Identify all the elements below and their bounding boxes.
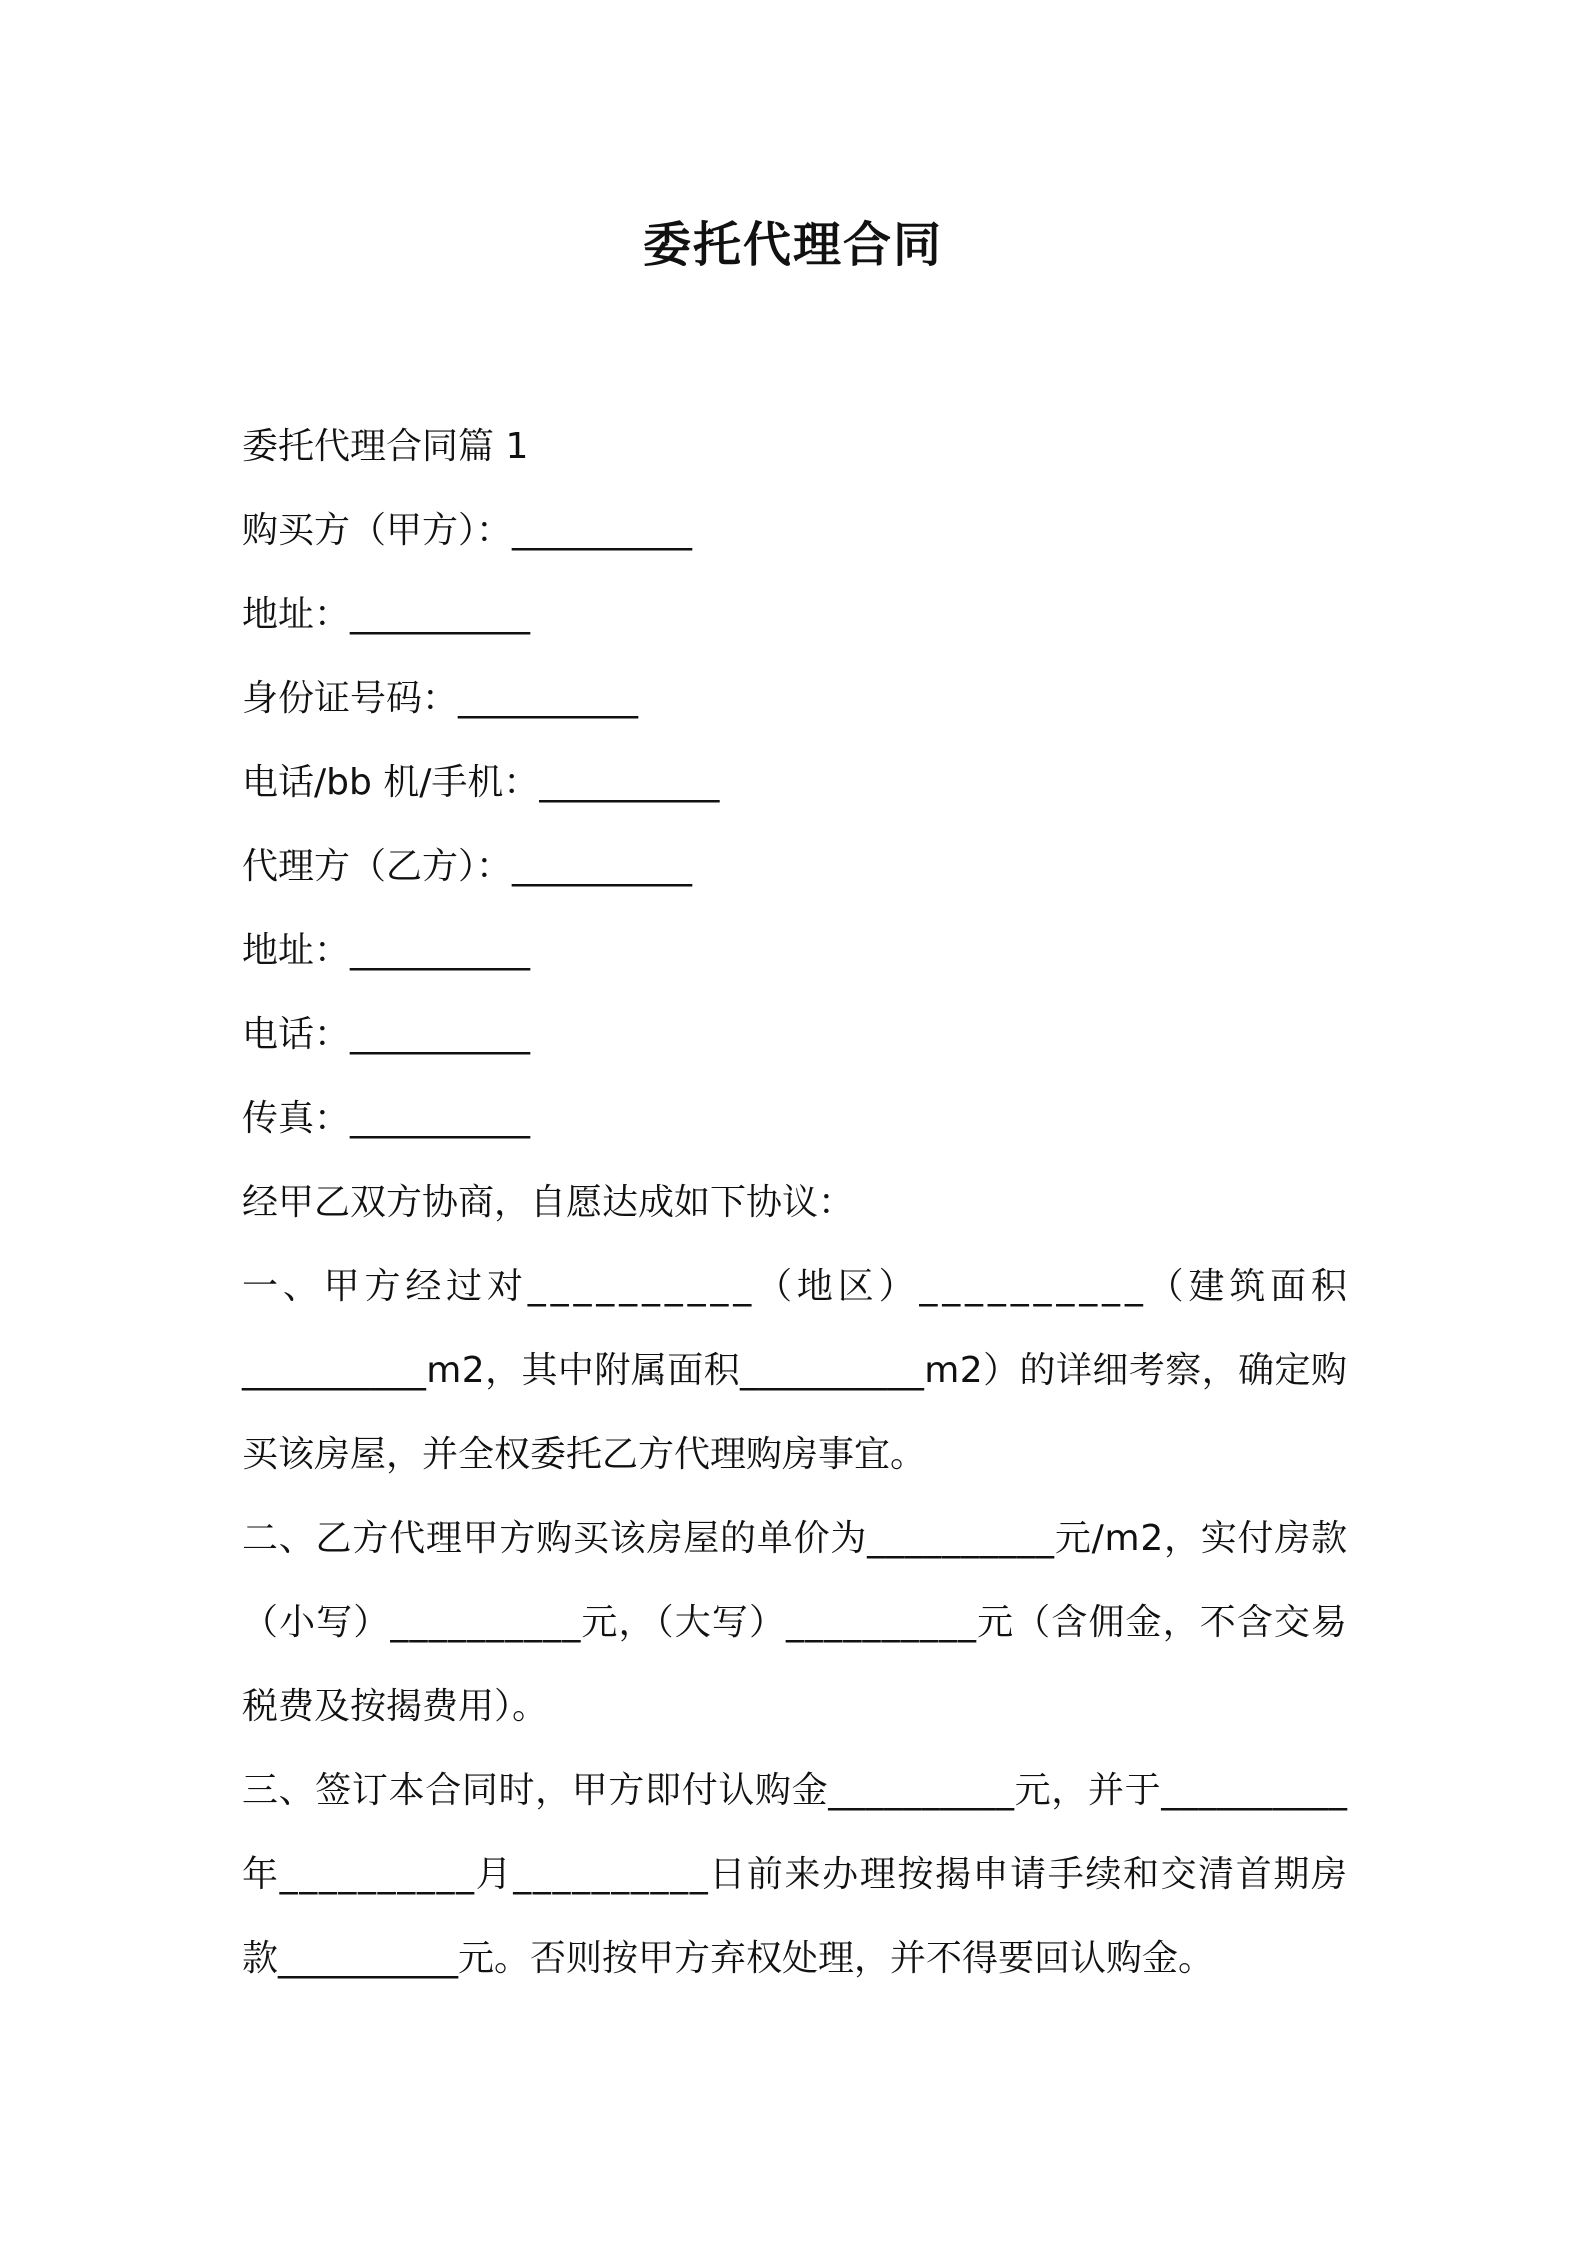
buyer-field: 购买方（甲方）：__________ [242, 510, 693, 551]
buyer-id-field: 身份证号码：__________ [242, 678, 639, 719]
buyer-phone-field: 电话/bb 机/手机：__________ [242, 762, 720, 803]
clause-3-line-2: 年__________月__________日前来办理按揭申请手续和交清首期房 [242, 1854, 1349, 1895]
agent-field: 代理方（乙方）：__________ [242, 846, 693, 887]
clause-1-line-1: 一、甲方经过对__________（地区）__________（建筑面积 [242, 1266, 1352, 1307]
document-body [242, 405, 1352, 2001]
section-heading: 委托代理合同篇 1 [242, 426, 529, 467]
buyer-address-field: 地址：__________ [242, 594, 531, 635]
clause-2-line-2: （小写）__________元，（大写）__________元（含佣金，不含交易 [242, 1602, 1349, 1643]
clause-3-line-3: 款__________元。否则按甲方弃权处理，并不得要回认购金。 [242, 1938, 1215, 1979]
clause-2-line-1: 二、乙方代理甲方购买该房屋的单价为__________元/m2，实付房款 [242, 1518, 1348, 1559]
clause-2-line-3: 税费及按揭费用）。 [242, 1686, 549, 1727]
agent-address-field: 地址：__________ [242, 930, 531, 971]
agreement-intro: 经甲乙双方协商，自愿达成如下协议： [242, 1182, 855, 1223]
clause-1-line-3: 买该房屋，并全权委托乙方代理购房事宜。 [242, 1434, 927, 1475]
clause-1-line-2: __________m2，其中附属面积__________m2）的详细考察，确定购 [242, 1350, 1348, 1391]
clause-3-line-1: 三、签订本合同时，甲方即付认购金__________元，并于__________ [242, 1770, 1348, 1811]
agent-phone-field: 电话：__________ [242, 1014, 531, 1055]
agent-fax-field: 传真：__________ [242, 1098, 531, 1139]
document-title: 委托代理合同 [642, 217, 943, 273]
